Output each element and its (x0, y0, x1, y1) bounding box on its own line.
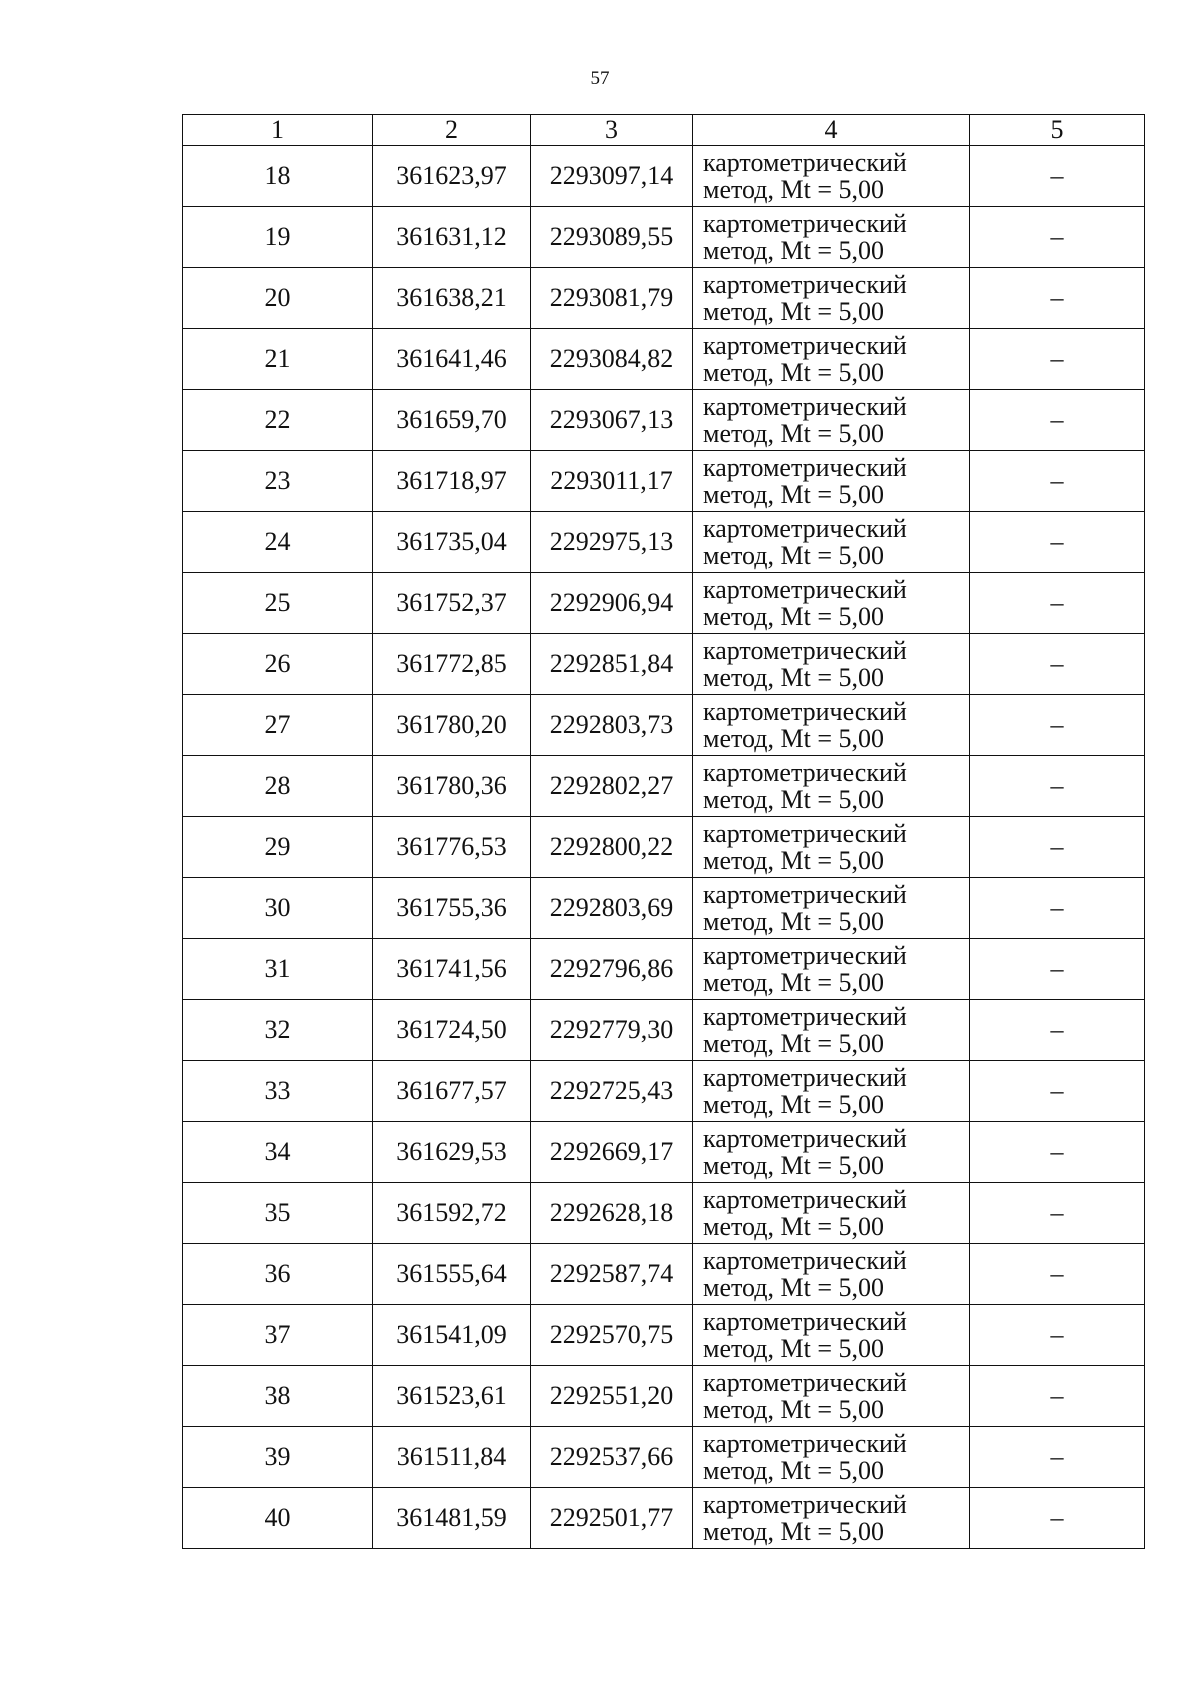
method-line-1: картометрический (703, 635, 907, 665)
note-cell: – (970, 634, 1145, 695)
x-coordinate-cell: 361677,57 (373, 1061, 531, 1122)
method-line-2: метод, Mt = 5,00 (703, 1334, 884, 1363)
column-header-4: 4 (693, 115, 970, 146)
point-number-cell: 23 (183, 451, 373, 512)
method-line-1: картометрический (703, 696, 907, 726)
method-line-1: картометрический (703, 940, 907, 970)
method-line-1: картометрический (703, 208, 907, 238)
table-row (183, 268, 1145, 329)
method-line-2: метод, Mt = 5,00 (703, 907, 884, 936)
table-row (183, 695, 1145, 756)
note-cell: – (970, 1366, 1145, 1427)
table-row (183, 1000, 1145, 1061)
method-line-1: картометрический (703, 1184, 907, 1214)
y-coordinate-cell: 2292906,94 (531, 573, 693, 634)
method-line-1: картометрический (703, 1123, 907, 1153)
page-number: 57 (590, 68, 610, 89)
method-line-1: картометрический (703, 513, 907, 543)
y-coordinate-cell: 2293084,82 (531, 329, 693, 390)
method-line-2: метод, Mt = 5,00 (703, 1151, 884, 1180)
method-line-2: метод, Mt = 5,00 (703, 1090, 884, 1119)
method-line-1: картометрический (703, 452, 907, 482)
method-line-1: картометрический (703, 1306, 907, 1336)
note-cell: – (970, 390, 1145, 451)
table-row (183, 1183, 1145, 1244)
method-line-2: метод, Mt = 5,00 (703, 1517, 884, 1546)
method-line-1: картометрический (703, 1062, 907, 1092)
y-coordinate-cell: 2292501,77 (531, 1488, 693, 1549)
method-line-1: картометрический (703, 391, 907, 421)
method-line-2: метод, Mt = 5,00 (703, 1395, 884, 1424)
y-coordinate-cell: 2293011,17 (531, 451, 693, 512)
y-coordinate-cell: 2292851,84 (531, 634, 693, 695)
method-cell (693, 1000, 970, 1061)
table-row (183, 1305, 1145, 1366)
method-line-1: картометрический (703, 147, 907, 177)
point-number-cell: 36 (183, 1244, 373, 1305)
method-cell (693, 634, 970, 695)
point-number-cell: 19 (183, 207, 373, 268)
x-coordinate-cell: 361735,04 (373, 512, 531, 573)
method-cell (693, 695, 970, 756)
table-row (183, 1427, 1145, 1488)
table-row (183, 1366, 1145, 1427)
table-row (183, 878, 1145, 939)
table-row (183, 1061, 1145, 1122)
method-cell (693, 878, 970, 939)
note-cell: – (970, 207, 1145, 268)
point-number-cell: 18 (183, 146, 373, 207)
note-cell: – (970, 939, 1145, 1000)
method-line-2: метод, Mt = 5,00 (703, 175, 884, 204)
note-cell: – (970, 1122, 1145, 1183)
x-coordinate-cell: 361724,50 (373, 1000, 531, 1061)
note-cell: – (970, 756, 1145, 817)
method-line-2: метод, Mt = 5,00 (703, 1212, 884, 1241)
method-line-2: метод, Mt = 5,00 (703, 1273, 884, 1302)
y-coordinate-cell: 2292803,69 (531, 878, 693, 939)
method-cell (693, 1488, 970, 1549)
point-number-cell: 28 (183, 756, 373, 817)
note-cell: – (970, 1000, 1145, 1061)
point-number-cell: 30 (183, 878, 373, 939)
y-coordinate-cell: 2292628,18 (531, 1183, 693, 1244)
method-cell (693, 1427, 970, 1488)
table-row (183, 1122, 1145, 1183)
method-line-1: картометрический (703, 1245, 907, 1275)
point-number-cell: 21 (183, 329, 373, 390)
x-coordinate-cell: 361659,70 (373, 390, 531, 451)
method-cell (693, 451, 970, 512)
point-number-cell: 24 (183, 512, 373, 573)
note-cell: – (970, 1244, 1145, 1305)
note-cell: – (970, 817, 1145, 878)
x-coordinate-cell: 361752,37 (373, 573, 531, 634)
method-cell (693, 1183, 970, 1244)
table-row (183, 756, 1145, 817)
table-row (183, 573, 1145, 634)
method-line-2: метод, Mt = 5,00 (703, 541, 884, 570)
method-line-1: картометрический (703, 330, 907, 360)
x-coordinate-cell: 361780,36 (373, 756, 531, 817)
point-number-cell: 32 (183, 1000, 373, 1061)
point-number-cell: 27 (183, 695, 373, 756)
point-number-cell: 40 (183, 1488, 373, 1549)
method-line-2: метод, Mt = 5,00 (703, 846, 884, 875)
table-body (183, 146, 1145, 1549)
table-row (183, 1244, 1145, 1305)
y-coordinate-cell: 2292796,86 (531, 939, 693, 1000)
method-cell (693, 268, 970, 329)
method-cell (693, 756, 970, 817)
x-coordinate-cell: 361641,46 (373, 329, 531, 390)
point-number-cell: 25 (183, 573, 373, 634)
method-line-1: картометрический (703, 1428, 907, 1458)
table-row (183, 451, 1145, 512)
column-header-5: 5 (970, 115, 1145, 146)
coordinates-table (182, 114, 1145, 1549)
point-number-cell: 34 (183, 1122, 373, 1183)
note-cell: – (970, 1488, 1145, 1549)
note-cell: – (970, 451, 1145, 512)
y-coordinate-cell: 2292537,66 (531, 1427, 693, 1488)
point-number-cell: 26 (183, 634, 373, 695)
note-cell: – (970, 1427, 1145, 1488)
y-coordinate-cell: 2292800,22 (531, 817, 693, 878)
x-coordinate-cell: 361631,12 (373, 207, 531, 268)
point-number-cell: 20 (183, 268, 373, 329)
note-cell: – (970, 1061, 1145, 1122)
table-row (183, 390, 1145, 451)
x-coordinate-cell: 361755,36 (373, 878, 531, 939)
method-line-1: картометрический (703, 1489, 907, 1519)
note-cell: – (970, 573, 1145, 634)
y-coordinate-cell: 2292975,13 (531, 512, 693, 573)
y-coordinate-cell: 2292587,74 (531, 1244, 693, 1305)
method-line-1: картометрический (703, 1001, 907, 1031)
table-row (183, 817, 1145, 878)
point-number-cell: 31 (183, 939, 373, 1000)
method-line-1: картометрический (703, 757, 907, 787)
method-line-2: метод, Mt = 5,00 (703, 663, 884, 692)
method-cell (693, 512, 970, 573)
x-coordinate-cell: 361776,53 (373, 817, 531, 878)
table-row (183, 207, 1145, 268)
method-cell (693, 390, 970, 451)
column-header-1: 1 (183, 115, 373, 146)
method-line-1: картометрический (703, 818, 907, 848)
x-coordinate-cell: 361623,97 (373, 146, 531, 207)
table-row (183, 1488, 1145, 1549)
x-coordinate-cell: 361541,09 (373, 1305, 531, 1366)
y-coordinate-cell: 2292779,30 (531, 1000, 693, 1061)
x-coordinate-cell: 361481,59 (373, 1488, 531, 1549)
table-row (183, 329, 1145, 390)
note-cell: – (970, 268, 1145, 329)
x-coordinate-cell: 361629,53 (373, 1122, 531, 1183)
x-coordinate-cell: 361523,61 (373, 1366, 531, 1427)
method-line-2: метод, Mt = 5,00 (703, 480, 884, 509)
y-coordinate-cell: 2292725,43 (531, 1061, 693, 1122)
point-number-cell: 29 (183, 817, 373, 878)
method-line-2: метод, Mt = 5,00 (703, 236, 884, 265)
method-line-2: метод, Mt = 5,00 (703, 297, 884, 326)
y-coordinate-cell: 2292551,20 (531, 1366, 693, 1427)
x-coordinate-cell: 361772,85 (373, 634, 531, 695)
method-cell (693, 573, 970, 634)
table-row (183, 512, 1145, 573)
x-coordinate-cell: 361718,97 (373, 451, 531, 512)
method-line-2: метод, Mt = 5,00 (703, 724, 884, 753)
y-coordinate-cell: 2292570,75 (531, 1305, 693, 1366)
x-coordinate-cell: 361511,84 (373, 1427, 531, 1488)
method-cell (693, 1122, 970, 1183)
point-number-cell: 35 (183, 1183, 373, 1244)
x-coordinate-cell: 361780,20 (373, 695, 531, 756)
note-cell: – (970, 512, 1145, 573)
table-row (183, 939, 1145, 1000)
method-line-2: метод, Mt = 5,00 (703, 968, 884, 997)
method-cell (693, 1244, 970, 1305)
x-coordinate-cell: 361638,21 (373, 268, 531, 329)
note-cell: – (970, 1305, 1145, 1366)
method-line-1: картометрический (703, 574, 907, 604)
x-coordinate-cell: 361555,64 (373, 1244, 531, 1305)
method-line-2: метод, Mt = 5,00 (703, 602, 884, 631)
method-cell (693, 329, 970, 390)
method-cell (693, 939, 970, 1000)
note-cell: – (970, 146, 1145, 207)
method-line-1: картометрический (703, 879, 907, 909)
point-number-cell: 38 (183, 1366, 373, 1427)
point-number-cell: 37 (183, 1305, 373, 1366)
point-number-cell: 33 (183, 1061, 373, 1122)
method-line-2: метод, Mt = 5,00 (703, 1029, 884, 1058)
point-number-cell: 39 (183, 1427, 373, 1488)
y-coordinate-cell: 2292803,73 (531, 695, 693, 756)
method-cell (693, 1061, 970, 1122)
y-coordinate-cell: 2292802,27 (531, 756, 693, 817)
method-line-2: метод, Mt = 5,00 (703, 1456, 884, 1485)
note-cell: – (970, 329, 1145, 390)
y-coordinate-cell: 2293089,55 (531, 207, 693, 268)
method-line-2: метод, Mt = 5,00 (703, 358, 884, 387)
column-header-2: 2 (373, 115, 531, 146)
column-header-3: 3 (531, 115, 693, 146)
note-cell: – (970, 695, 1145, 756)
table-row (183, 634, 1145, 695)
method-cell (693, 817, 970, 878)
point-number-cell: 22 (183, 390, 373, 451)
method-line-2: метод, Mt = 5,00 (703, 785, 884, 814)
x-coordinate-cell: 361592,72 (373, 1183, 531, 1244)
note-cell: – (970, 1183, 1145, 1244)
method-cell (693, 207, 970, 268)
method-line-2: метод, Mt = 5,00 (703, 419, 884, 448)
method-line-1: картометрический (703, 1367, 907, 1397)
y-coordinate-cell: 2293067,13 (531, 390, 693, 451)
x-coordinate-cell: 361741,56 (373, 939, 531, 1000)
method-line-1: картометрический (703, 269, 907, 299)
y-coordinate-cell: 2293081,79 (531, 268, 693, 329)
y-coordinate-cell: 2292669,17 (531, 1122, 693, 1183)
note-cell: – (970, 878, 1145, 939)
y-coordinate-cell: 2293097,14 (531, 146, 693, 207)
method-cell (693, 1366, 970, 1427)
method-cell (693, 146, 970, 207)
table-header-row (183, 115, 1145, 146)
method-cell (693, 1305, 970, 1366)
table-row (183, 146, 1145, 207)
